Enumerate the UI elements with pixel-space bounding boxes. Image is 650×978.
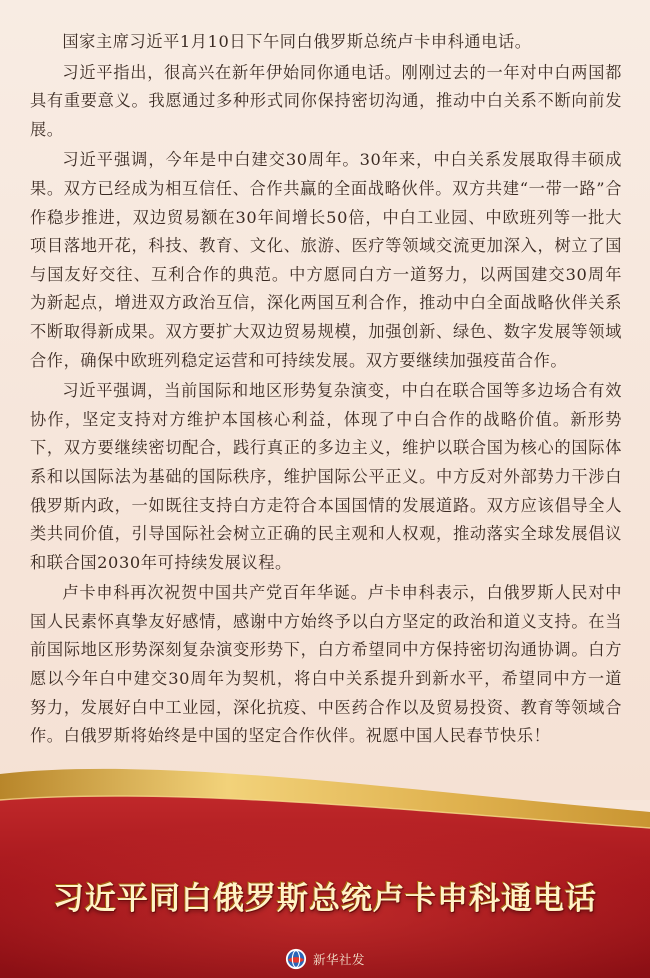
banner-ribbon-graphic: [0, 760, 650, 978]
article-paragraph-4: 习近平强调，当前国际和地区形势复杂演变，中白在联合国等多边场合有效协作，坚定支持对方维护本国核心利益，体现了中白合作的战略价值。新形势下，双方要继续密切配合，践行真正的多边主义，维护以联合国为核心的国际体系和以国际法为基础的国际秩序，维护国际公平正义。中方反对外部势力干涉白俄罗斯内政，一如既往支持白方走符合本国国情的发展道路。双方应该倡导全人类共同价值，引导国际社会树立正确的民主观和人权观，推动落实全球发展倡议和联合国2030年可持续发展议程。: [30, 381, 622, 572]
agency-credit: [0, 948, 650, 970]
article-paragraph-2: 习近平指出，很高兴在新年伊始同你通电话。刚刚过去的一年对中白两国都具有重要意义。我愿通过多种形式同你保持密切沟通，推动中白关系不断向前发展。: [30, 62, 622, 139]
article-body: [30, 28, 622, 753]
xinhua-globe-icon: [285, 948, 307, 970]
headline-banner: [0, 760, 650, 978]
article-paragraph-1: 国家主席习近平1月10日下午同白俄罗斯总统卢卡申科通电话。: [62, 32, 532, 51]
headline-title: 习近平同白俄罗斯总统卢卡申科通电话: [53, 881, 597, 917]
article-paragraph-3: 习近平强调，今年是中白建交30周年。30年来，中白关系发展取得丰硕成果。双方已经成为相互信任、合作共赢的全面战略伙伴。双方共建“一带一路”合作稳步推进，双边贸易额在30年间增长50倍，中白工业园、中欧班列等一批大项目落地开花，科技、教育、文化、旅游、医疗等领域交流更加深入，树立了国与国友好交往、互利合作的典范。中方愿同白方一道努力，以两国建交30周年为新起点，增进双方政治互信，深化两国互利合作，推动中白全面战略伙伴关系不断取得新成果。双方要扩大双边贸易规模，加强创新、绿色、数字发展等领域合作，确保中欧班列稳定运营和可持续发展。双方要继续加强疫苗合作。: [30, 150, 622, 370]
article-paragraph-5: 卢卡申科再次祝贺中国共产党百年华诞。卢卡申科表示，白俄罗斯人民对中国人民素怀真挚友好感情，感谢中方始终予以白方坚定的政治和道义支持。在当前国际地区形势深刻复杂演变形势下，白方希望同中方保持密切沟通协调。白方愿以今年白中建交30周年为契机，将白中关系提升到新水平，希望同中方一道努力，发展好白中工业园，深化抗疫、中医药合作以及贸易投资、教育等领域合作。白俄罗斯将始终是中国的坚定合作伙伴。祝愿中国人民春节快乐！: [30, 583, 622, 746]
agency-name: 新华社发: [312, 952, 365, 967]
